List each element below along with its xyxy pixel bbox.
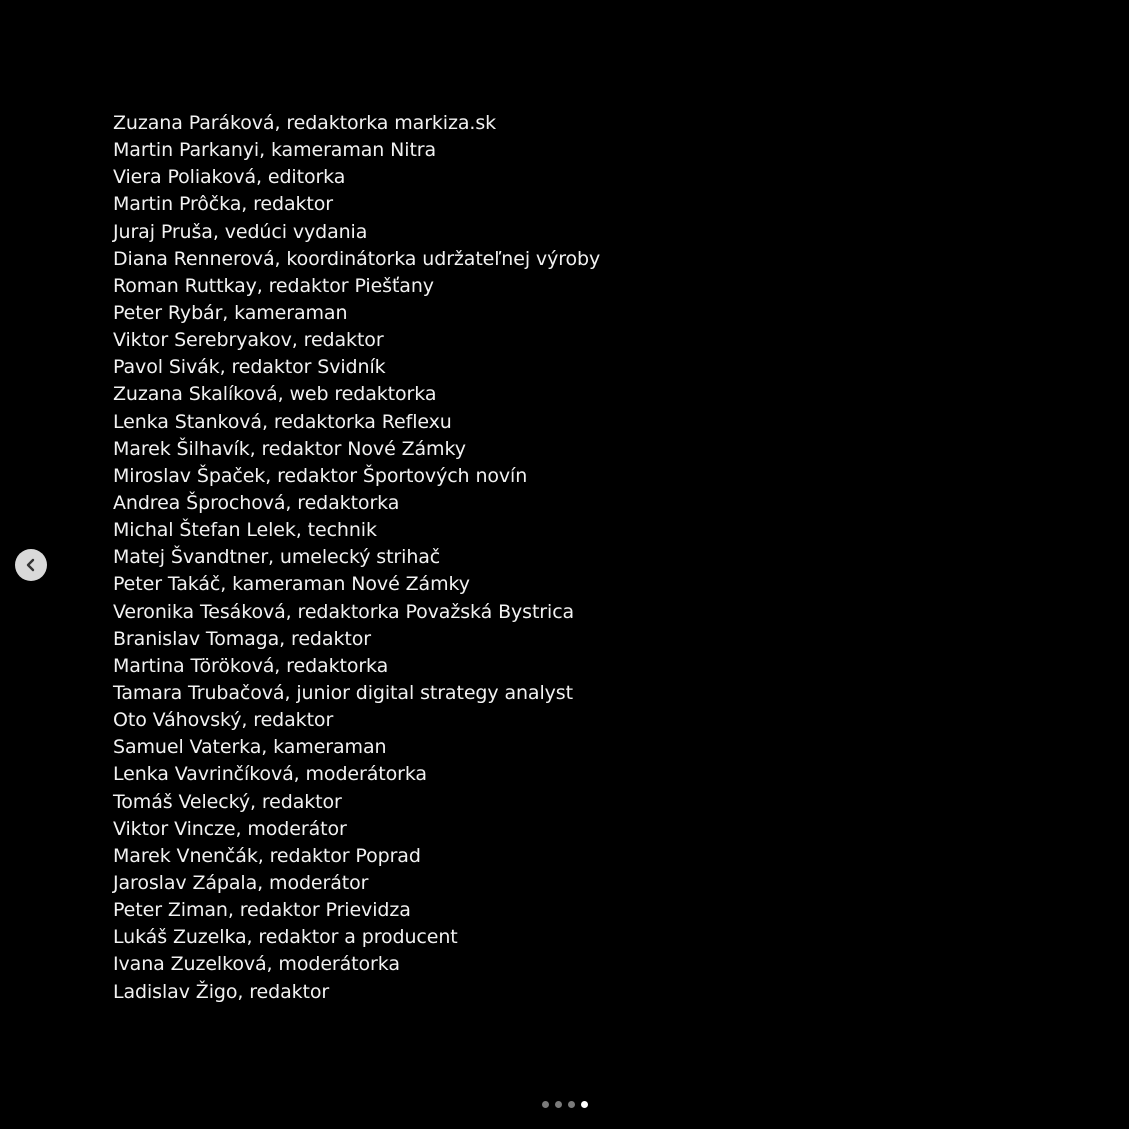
list-item: Lenka Vavrinčíková, moderátorka — [113, 763, 427, 786]
previous-slide-button[interactable] — [15, 549, 47, 581]
list-item: Martina Töröková, redaktorka — [113, 654, 389, 677]
list-item: Peter Rybár, kameraman — [113, 301, 348, 324]
list-item: Ladislav Žigo, redaktor — [113, 980, 330, 1003]
list-item: Zuzana Paráková, redaktorka markiza.sk — [113, 112, 497, 134]
list-item: Michal Štefan Lelek, technik — [113, 519, 377, 542]
list-item: Martin Prôčka, redaktor — [113, 193, 334, 216]
pagination-dot-4[interactable] — [581, 1101, 588, 1108]
list-item: Branislav Tomaga, redaktor — [113, 627, 371, 650]
pagination-dot-1[interactable] — [542, 1101, 549, 1108]
carousel-pagination-dots — [542, 1101, 588, 1108]
list-item: Zuzana Skalíková, web redaktorka — [113, 383, 437, 406]
list-item: Diana Rennerová, koordinátorka udržateľnej výroby — [113, 247, 601, 270]
list-item: Tomáš Velecký, redaktor — [113, 790, 342, 813]
list-item: Lukáš Zuzelka, redaktor a producent — [113, 926, 458, 949]
list-item: Martin Parkanyi, kameraman Nitra — [113, 139, 437, 162]
list-item: Oto Váhovský, redaktor — [113, 709, 334, 732]
list-item: Miroslav Špaček, redaktor Športových novín — [113, 464, 528, 487]
pagination-dot-3[interactable] — [568, 1101, 575, 1108]
list-item: Andrea Šprochová, redaktorka — [113, 491, 400, 514]
list-item: Pavol Sivák, redaktor Svidník — [113, 356, 386, 379]
list-item: Juraj Pruša, vedúci vydania — [113, 220, 368, 243]
list-item: Veronika Tesáková, redaktorka Považská Bystrica — [113, 600, 575, 623]
list-item: Peter Takáč, kameraman Nové Zámky — [113, 573, 470, 596]
list-item: Marek Vnenčák, redaktor Poprad — [113, 844, 421, 867]
list-item: Marek Šilhavík, redaktor Nové Zámky — [113, 437, 466, 460]
list-item: Matej Švandtner, umelecký strihač — [113, 546, 441, 569]
pagination-dot-2[interactable] — [555, 1101, 562, 1108]
list-item: Viera Poliaková, editorka — [113, 166, 346, 189]
list-item: Tamara Trubačová, junior digital strategy analyst — [113, 681, 573, 704]
list-item: Viktor Vincze, moderátor — [113, 817, 347, 840]
list-item: Roman Ruttkay, redaktor Piešťany — [113, 274, 434, 297]
list-item: Ivana Zuzelková, moderátorka — [113, 953, 400, 976]
list-item: Samuel Vaterka, kameraman — [113, 736, 387, 759]
list-item: Lenka Stanková, redaktorka Reflexu — [113, 410, 452, 433]
list-item: Viktor Serebryakov, redaktor — [113, 329, 384, 352]
list-item: Peter Ziman, redaktor Prievidza — [113, 899, 411, 922]
chevron-left-icon — [24, 558, 38, 572]
list-item: Jaroslav Zápala, moderátor — [113, 871, 369, 894]
staff-name-list — [113, 110, 600, 1006]
